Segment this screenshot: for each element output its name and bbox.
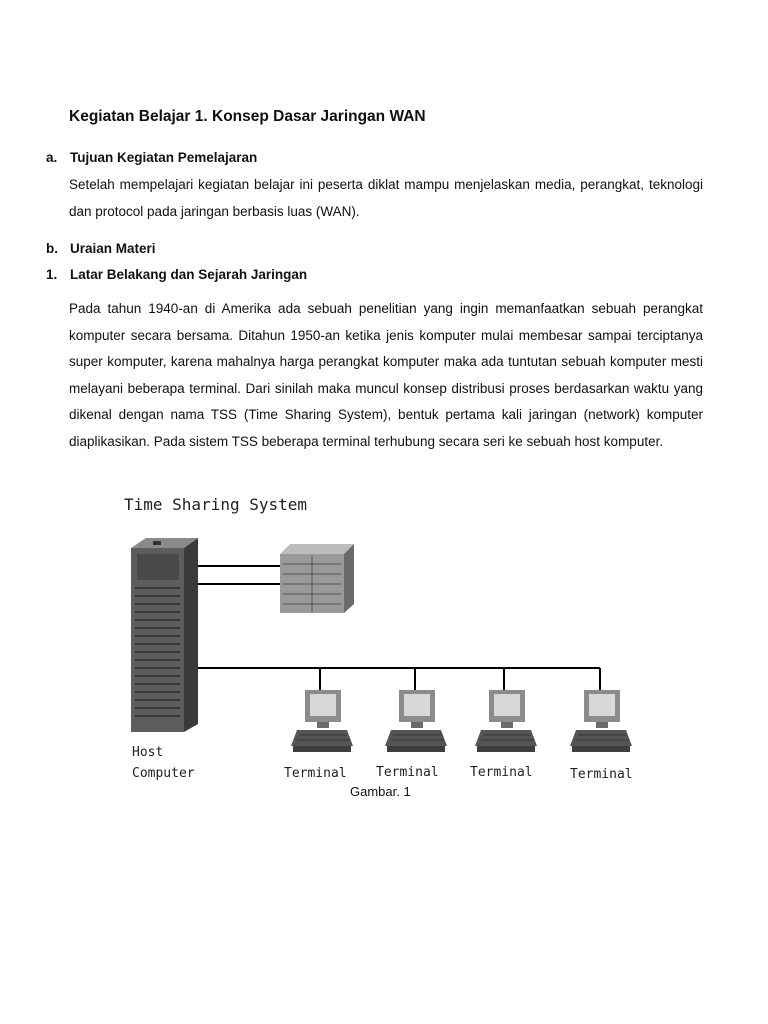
terminal-label: Terminal (284, 766, 347, 781)
terminal-computer-icon (291, 690, 353, 752)
page-title: Kegiatan Belajar 1. Konsep Dasar Jaringan WAN (69, 108, 426, 125)
terminal-computer-icon (570, 690, 632, 752)
host-label-line1: Host (132, 745, 164, 760)
figure-caption: Gambar. 1 (350, 784, 411, 799)
host-computer-icon (131, 538, 198, 732)
section-a-body: Setelah mempelajari kegiatan belajar ini peserta diklat mampu menjelaskan media, perangkat, teknologi dan protocol pada jaringan berbasis luas (WAN). (69, 177, 703, 219)
time-sharing-figure (118, 486, 658, 786)
figure-title: Time Sharing System (124, 495, 308, 514)
section-b-marker: b. (46, 241, 58, 256)
subsection-1-body: Pada tahun 1940-an di Amerika ada sebuah penelitian yang ingin memanfaatkan sebuah perangkat komputer secara bersama. Ditahun 1950-an ketika jenis komputer mulai membesar sampai terciptanya super komputer, karena mahalnya harga perangkat komputer maka ada tuntutan sebuah komputer mesti melayani beberapa terminal. Dari sinilah maka muncul konsep distribusi proses berdasarkan waktu yang dikenal dengan nama TSS (Time Sharing System), bentuk pertama kali jaringan (network) komputer diaplikasikan. Pada sistem TSS beberapa terminal terhubung secara seri ke sebuah host komputer. (69, 301, 703, 449)
subsection-1-marker: 1. (46, 267, 58, 282)
terminal-label: Terminal (376, 765, 439, 780)
subsection-1-heading: Latar Belakang dan Sejarah Jaringan (70, 267, 308, 282)
terminal-computer-icon (385, 690, 447, 752)
terminal-label: Terminal (570, 767, 633, 782)
section-b-heading: Uraian Materi (70, 241, 156, 256)
disk-storage-icon (280, 544, 354, 613)
terminal-label: Terminal (470, 765, 533, 780)
section-a-marker: a. (46, 150, 58, 165)
time-sharing-diagram (118, 486, 658, 786)
network-bus (190, 566, 600, 690)
terminal-computer-icon (475, 690, 537, 752)
section-a-heading: Tujuan Kegiatan Pemelajaran (70, 150, 258, 165)
host-label-line2: Computer (132, 766, 195, 781)
